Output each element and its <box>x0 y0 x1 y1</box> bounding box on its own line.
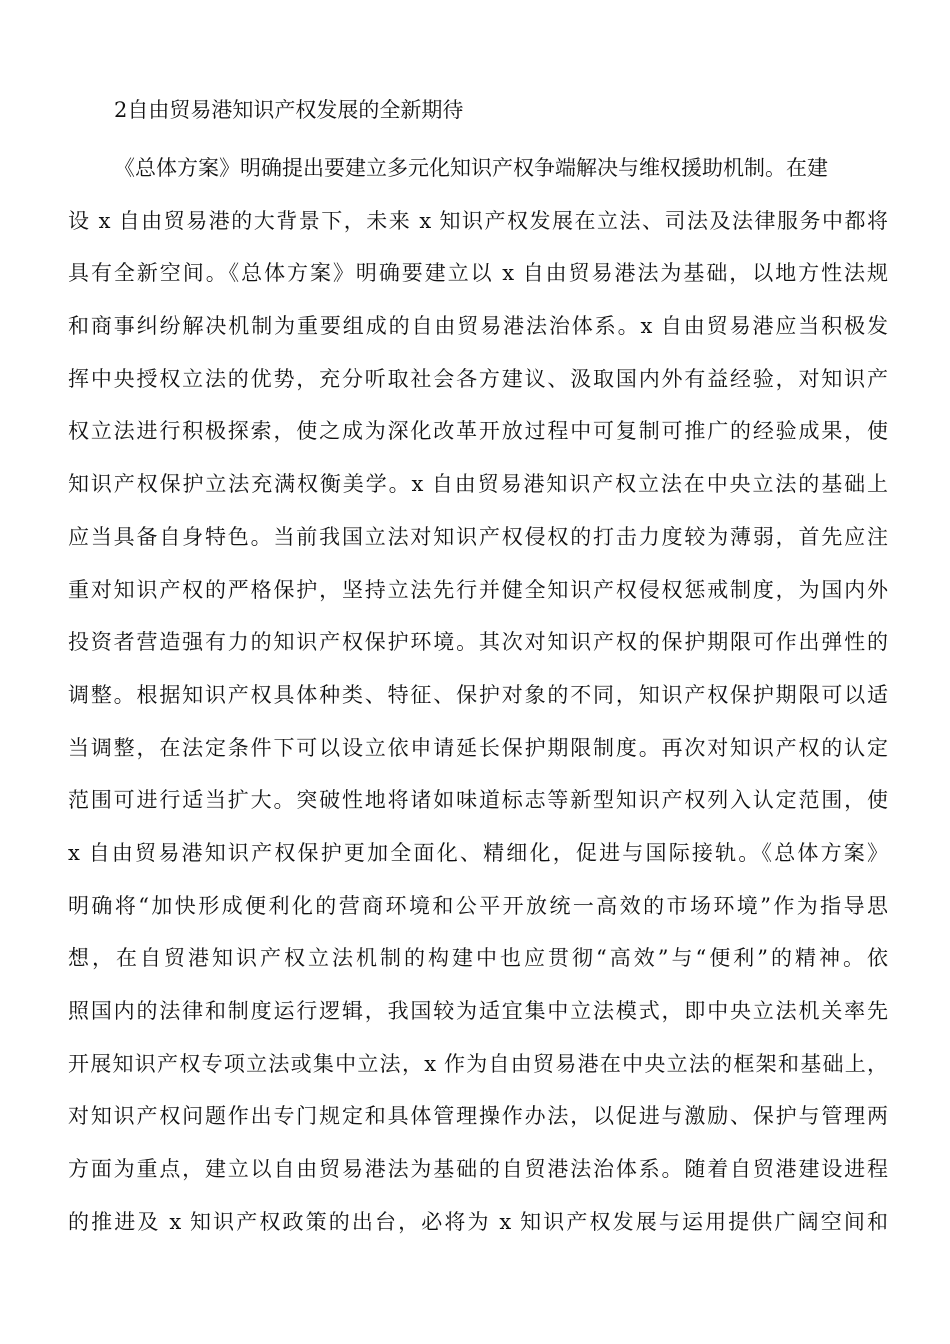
paragraph-line: 照国内的法律和制度运行逻辑，我国较为适宜集中立法模式，即中央立法机关率先 <box>68 999 888 1023</box>
paragraph-line: 对知识产权问题作出专门规定和具体管理操作办法，以促进与激励、保护与管理两 <box>68 1104 888 1129</box>
paragraph-line: 方面为重点，建立以自由贸易港法为基础的自贸港法治体系。随着自贸港建设进程 <box>68 1157 888 1182</box>
body-paragraph <box>68 142 888 1248</box>
paragraph-line: 《总体方案》明确提出要建立多元化知识产权争端解决与维权援助机制。在建 <box>114 156 828 180</box>
paragraph-line: 范围可进行适当扩大。突破性地将诸如味道标志等新型知识产权列入认定范围，使 <box>68 788 888 813</box>
paragraph-line: 和商事纠纷解决机制为重要组成的自由贸易港法治体系。x 自由贸易港应当积极发 <box>68 314 888 339</box>
paragraph-line: 设 x 自由贸易港的大背景下，未来 x 知识产权发展在立法、司法及法律服务中都将 <box>68 208 888 233</box>
paragraph-line: x 自由贸易港知识产权保护更加全面化、精细化，促进与国际接轨。《总体方案》 <box>68 840 888 865</box>
paragraph-line: 重对知识产权的严格保护，坚持立法先行并健全知识产权侵权惩戒制度，为国内外 <box>68 577 888 602</box>
paragraph-line: 具有全新空间。《总体方案》明确要建立以 x 自由贸易港法为基础，以地方性法规 <box>68 261 888 286</box>
paragraph-line: 想，在自贸港知识产权立法机制的构建中也应贯彻“高效”与“便利”的精神。依 <box>68 946 888 971</box>
paragraph-line: 应当具备自身特色。当前我国立法对知识产权侵权的打击力度较为薄弱，首先应注 <box>68 524 888 549</box>
paragraph-line: 调整。根据知识产权具体种类、特征、保护对象的不同，知识产权保护期限可以适 <box>68 682 888 707</box>
paragraph-line: 权立法进行积极探索，使之成为深化改革开放过程中可复制可推广的经验成果，使 <box>68 419 888 444</box>
section-heading: 2自由贸易港知识产权发展的全新期待 <box>114 98 464 122</box>
paragraph-line: 的推进及 x 知识产权政策的出台，必将为 x 知识产权发展与运用提供广阔空间和 <box>68 1209 888 1234</box>
paragraph-line: 投资者营造强有力的知识产权保护环境。其次对知识产权的保护期限可作出弹性的 <box>68 630 888 655</box>
paragraph-line: 开展知识产权专项立法或集中立法，x 作为自由贸易港在中央立法的框架和基础上， <box>68 1051 888 1076</box>
paragraph-line: 知识产权保护立法充满权衡美学。x 自由贸易港知识产权立法在中央立法的基础上 <box>68 472 888 497</box>
paragraph-line: 当调整，在法定条件下可以设立依申请延长保护期限制度。再次对知识产权的认定 <box>68 735 888 760</box>
paragraph-line: 明确将“加快形成便利化的营商环境和公平开放统一高效的市场环境”作为指导思 <box>68 893 888 918</box>
paragraph-line: 挥中央授权立法的优势，充分听取社会各方建议、汲取国内外有益经验，对知识产 <box>68 366 888 391</box>
